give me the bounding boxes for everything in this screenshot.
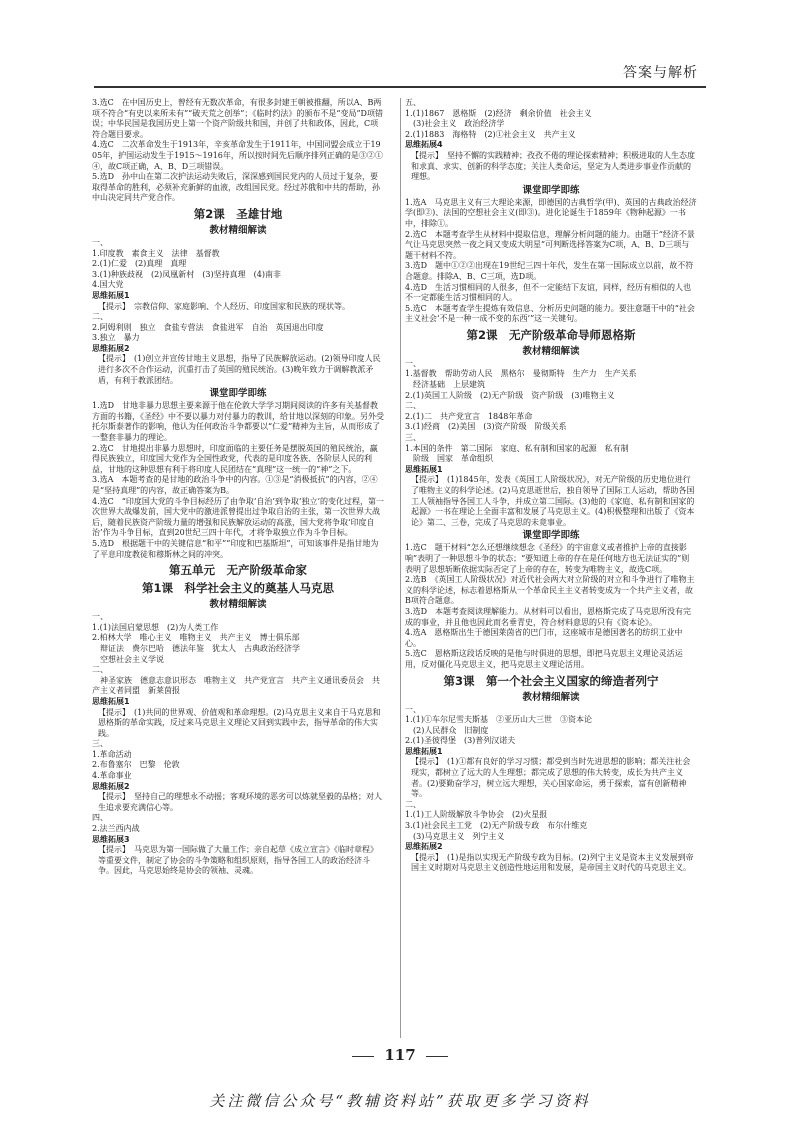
text-line: 2.(1)英国工人阶级 (2)无产阶级 资产阶级 (3)唯物主义 — [405, 390, 615, 400]
subsection-heading: 教材精细解读 — [522, 691, 580, 703]
text-line: 五、 — [405, 98, 421, 107]
text-line: (3)社会主义 政治经济学 — [405, 119, 505, 129]
subsection-heading: 课堂即学即练 — [522, 184, 580, 196]
text-line: 2.(1)圣彼得堡 (3)普列汉诺夫 — [405, 736, 516, 746]
text-line: 2.阿姆利则 独立 食盐专营法 食盐进军 自治 英国退出印度 — [92, 322, 324, 332]
text-line: 3.选A 本题考查的是甘地的政治斗争中的内容。①③是“消极抵抗”的内容，②④是“坚持真理”的内容，故正确答案为B。 — [92, 475, 378, 495]
text-line: 3.(1)社会民主工党 (2)无产阶级专政 布尔什维克 — [405, 821, 588, 831]
text-line: 4.选C “印度国大党的斗争目标经历了由争取‘自治’到争取‘独立’的变化过程，第一次世界大战爆发前，国大党中的激进派曾提出过争取自治的主张，第一次世界大战后，随着民族资产阶级力量的增强和民族解放运动的高涨，国大党将争取‘印度自治’作为斗争目标，直到20世纪三四十年代，才将争取独立作为斗争目标。 — [92, 496, 384, 538]
text-line: 三、 — [92, 739, 108, 749]
text-line: 4.革命事业 — [92, 771, 132, 781]
text-line: 二、 — [405, 799, 421, 809]
text-line: 一、 — [92, 612, 108, 622]
section-heading: 第1课 科学社会主义的奠基人马克思 — [142, 581, 334, 596]
text-line: 4.选D 生活习惯相同的人很多，但不一定能结下友谊，同样，经历有相似的人也不一定都能生活习惯相同的人。 — [405, 282, 692, 303]
text-line: 3.选D 本题考查阅读理解能力。从材料可以看出，恩格斯完成了马克思所没有完成的事业，并且他也因此而名垂青史，符合材料意思的只有《资本论》。 — [405, 606, 692, 627]
section-heading: 第2课 无产阶级革命导师恩格斯 — [466, 327, 636, 342]
text-line: 5.选C 本题考查学生提炼有效信息、分析历史问题的能力。要注意题干中的“社会主义社会‘不是一种一成不变的东西’”这一关键句。 — [405, 303, 695, 324]
text-line: 1.选A 马克思主义有三大理论来源，即德国的古典哲学(甲)、英国的古典政治经济学(即②)、法国的空想社会主义(即③)。进化论诞生于1859年《物种起源》一书中，排除①。 — [405, 197, 697, 228]
right-column — [405, 98, 697, 1033]
hint-paragraph: 【提示】 (1)创立并宣传甘地主义思想，指导了民族解放运动。(2)领导印度人民进行多次不合作运动，沉重打击了英国的殖民统治。(3)晚年致力于调解教派矛盾，有利于教派团结。 — [98, 354, 381, 385]
text-line: 二、 — [92, 665, 108, 675]
text-line: 2.柏林大学 唯心主义 唯物主义 共产主义 博士俱乐部 — [92, 633, 300, 643]
text-line: 2.(1)二 共产党宣言 1848年革命 — [405, 411, 533, 421]
text-line: 5.选D 根据题干中的关键信息“和平”“印度和巴基斯坦”，可知该事件是指甘地为了平息印度教徒和穆斯林之间的冲突。 — [92, 538, 379, 559]
extension-label: 思维拓展2 — [92, 781, 130, 791]
text-line: 2.法兰西内战 — [92, 824, 140, 834]
text-line: 4.选C 二次革命发生于1913年，辛亥革命发生于1911年，中国同盟会成立于1905年，护国运动发生于1915～1916年，所以按时间先后顺序排列正确的是③②①④，故C项正确，A、B、D三项错误。 — [92, 140, 383, 171]
text-line: (2)人民群众 旧制度 — [405, 725, 489, 735]
hint-paragraph: 【提示】 (1)①都有良好的学习习惯；都受到当时先进思想的影响；都关注社会现实，都树立了远大的人生理想；都完成了思想的伟大转变，成长为共产主义者。(2)要勤奋学习，树立远大理想，关心国家命运，勇于探索，富有创新精神等。 — [411, 757, 691, 799]
subsection-heading: 教材精细解读 — [209, 599, 267, 611]
text-line: 2.选C 本题考查学生从材料中提取信息，理解分析问题的能力。由题干“经济不景气让马克思突然一夜之间又变成大明星”可判断选择答案为C项，A、B、D三项与题干材料不符。 — [405, 229, 695, 260]
text-line: 1.(1)1867 恩格斯 (2)经济 剩余价值 社会主义 — [405, 108, 592, 118]
hint-paragraph: 【提示】 坚持自己的理想永不动摇；客观环境的恶劣可以炼就坚毅的品格；对人生追求要充满信心等。 — [98, 792, 382, 812]
text-line: 5.选D 孙中山在第二次护法运动失败后，深深感到国民党内的人员过于复杂，要取得革命的胜利，必须补充新鲜的血液，改组国民党。经过苏俄和中共的帮助，孙中山决定同共产党合作。 — [92, 172, 380, 203]
hint-paragraph: 【提示】 马克思为第一国际做了大量工作；亲自起草《成立宣言》《临时章程》等重要文件，制定了协会的斗争策略和组织原则，指导各国工人的政治经济斗争。因此，马克思始终是协会的领袖、灵魂。 — [98, 845, 378, 876]
text-line: 4.国大党 — [92, 280, 124, 290]
text-line: 1.基督教 帮助劳动人民 黑格尔 曼彻斯特 生产力 生产关系 — [405, 369, 637, 379]
hint-paragraph: 【提示】 坚持不懈的实践精神；孜孜不倦的理论探索精神；积极进取的人生态度和求真、求实、创新的科学态度；关注人类命运，坚定为人类进步事业作贡献的理想。 — [411, 150, 695, 182]
footer-note: 关注微信公众号“教辅资料站”获取更多学习资料 — [209, 1092, 591, 1110]
subsection-heading: 课堂即学即练 — [209, 388, 267, 400]
text-line: 1.选C 题干材料“怎么还想继续想念《圣经》的宇宙意义或者推护上帝的直接影响”表明了一种思想斗争的状态；“要知道上帝的存在是任何地方也无法证实的”则表明了思想斩断依据实际否定了上帝的存在，转变为唯物主义，故选C项。 — [405, 543, 690, 574]
page-header — [94, 56, 706, 88]
left-column — [92, 98, 384, 1033]
extension-label: 思维拓展1 — [92, 290, 130, 300]
text-line: 经济基础 上层建筑 — [405, 380, 485, 390]
extension-label: 思维拓展1 — [92, 696, 130, 706]
extension-label: 思维拓展4 — [405, 140, 443, 150]
column-divider — [400, 98, 401, 1038]
section-heading: 第2课 圣雄甘地 — [193, 206, 283, 221]
extension-label: 思维拓展1 — [405, 464, 443, 474]
text-line: 1.(1)法国启蒙思想 (2)为人类工作 — [92, 622, 219, 632]
section-heading: 第五单元 无产阶级革命家 — [169, 563, 307, 578]
page-number-value: 117 — [384, 1046, 416, 1064]
text-line: 一、 — [92, 237, 108, 247]
text-line: 3.选C 在中国历史上，曾经有无数次革命，有很多封建王朝被推翻，所以A、B两项不符合“有史以来所未有”“破天荒之创举”；《临时约法》的颁布不是“变局”D项错误；中华民国是我国历史上第一个资产阶级共和国，并创了共和政体，因此，C项符合题目要求。 — [92, 98, 383, 139]
text-line: 1.选D 甘地非暴力思想主要来源于他在伦敦大学学习期间阅读的许多有关基督教方面的书籍，《圣经》中不要以暴力对付暴力的教训，给甘地以深刻的印象。另外受托尔斯泰著作的影响，他认为任何政治斗争都要以“仁爱”精神为主旨，从而形成了一整套非暴力的理论。 — [92, 401, 384, 443]
text-line: 1.革命活动 — [92, 749, 132, 759]
text-line: 3.(1)种族歧视 (2)凤凰新村 (3)坚持真理 (4)南非 — [92, 269, 281, 279]
extension-label: 思维拓展1 — [405, 746, 443, 756]
text-line: 3.选D 题中①②②出现在19世纪三四十年代，发生在第一国际成立以前，故不符合题意。排除A、B、C三项，选D项。 — [405, 261, 694, 281]
hint-paragraph: 【提示】 (1)1845年，发表《英国工人阶级状况》，对无产阶级的历史地位进行了唯物主义的科学论述。(2)马克思逝世后，独自领导了国际工人运动，帮助各国工人领袖指导各国工人斗争，并成立第二国际。(3)他的《家庭、私有制和国家的起源》一书在理论上全面丰富和发展了马克思主义。(4)积极整理和出版了《资本论》第二、三卷，完成了马克思的未竟事业。 — [411, 475, 695, 527]
text-line: 一、 — [405, 704, 421, 714]
text-line: 一、 — [405, 358, 421, 368]
text-line: 辩证法 费尔巴哈 德法年鉴 犹太人 古典政治经济学 — [92, 643, 300, 653]
text-line: 2.布鲁塞尔 巴黎 伦敦 — [92, 760, 180, 770]
text-line: 二、 — [405, 401, 421, 411]
text-line: 2.(1)仁爱 (2)真理 真理 — [92, 259, 187, 269]
hint-paragraph: 【提示】 (1)是指以实现无产阶级专政为目标。(2)列宁主义是资本主义发展到帝国主义时期对马克思主义创造性地运用和发展，是帝国主义时代的马克思主义。 — [411, 852, 694, 873]
text-line: 2.(1)1883 海格特 (2)①社会主义 共产主义 — [405, 129, 576, 139]
extension-label: 思维拓展2 — [92, 343, 130, 353]
text-line: 1.印度教 素食主义 法律 基督教 — [92, 248, 220, 258]
text-line: 三、 — [405, 433, 421, 443]
page-number — [0, 1046, 800, 1064]
text-line: 2.选B 《英国工人阶级状况》对近代社会两大对立阶级的对立和斗争进行了唯物主义的科学论述，标志着恩格斯从一个革命民主主义者转变成为一个共产主义者，故B项符合题意。 — [405, 575, 695, 606]
text-line: 3.独立 暴力 — [92, 333, 140, 343]
text-line: 1.(1)①车尔尼雪夫斯基 ②亚历山大三世 ③资本论 — [405, 715, 592, 725]
subsection-heading: 课堂即学即练 — [522, 530, 580, 542]
subsection-heading: 教材精细解读 — [209, 224, 267, 236]
text-line: 神圣家族 德意志意识形态 唯物主义 共产党宣言 共产主义通讯委员会 共产主义者同盟 新莱茵报 — [92, 675, 380, 696]
subsection-heading: 教材精细解读 — [522, 345, 580, 357]
text-line: 空想社会主义学说 — [92, 654, 164, 664]
text-line: 4.选A 恩格斯出生于德国莱茵省的巴门市，这座城市是德国著名的纺织工业中心。 — [405, 628, 683, 648]
text-line: 3.(1)经商 (2)美国 (3)资产阶级 阶级关系 — [405, 422, 567, 432]
extension-label: 思维拓展3 — [92, 834, 130, 844]
text-line: 2.选C 甘地提出非暴力思想时，印度面临的主要任务是摆脱英国的殖民统治，赢得民族独立，印度国大党作为全国性政党，代表的是印度各族、各阶层人民的利益，甘地的这种思想有利于将印度人民团结在“真理”这一统一的“神”之下。 — [92, 443, 378, 474]
text-line: 阶级 国家 革命组织 — [405, 454, 493, 464]
hint-paragraph: 【提示】 宗教信仰、家庭影响、个人经历、印度国家和民族的现状等。 — [98, 301, 350, 311]
text-line: 四、 — [92, 813, 108, 823]
text-line: 1.本国的条件 第二国际 家庭、私有制和国家的起源 私有制 — [405, 443, 629, 453]
text-line: (3)马克思主义 列宁主义 — [405, 831, 505, 841]
extension-label: 思维拓展2 — [405, 842, 443, 852]
text-line: 5.选C 恩格斯这段话反映的是他与时俱进的思想，即把马克思主义理论灵活运用，反对僵化马克思主义，把马克思主义理论活用。 — [405, 649, 683, 669]
header-title: 答案与解析 — [623, 65, 698, 81]
text-line: 二、 — [92, 312, 108, 322]
section-heading: 第3课 第一个社会主义国家的缔造者列宁 — [443, 673, 659, 688]
text-line: 1.(1)工人阶级解放斗争协会 (2)火星报 — [405, 810, 548, 820]
hint-paragraph: 【提示】 (1)共同的世界观、价值观和革命理想。(2)马克思主义来自于马克思和恩格斯的革命实践，反过来马克思主义理论又回到实践中去，指导革命的伟大实践。 — [98, 707, 381, 738]
